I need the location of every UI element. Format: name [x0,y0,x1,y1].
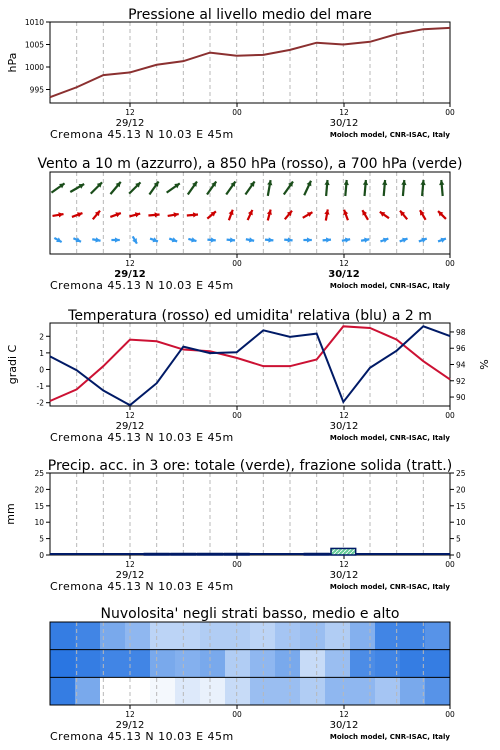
wind-credit-label: Moloch model, CNR-ISAC, Italy [329,282,450,290]
wind-arrow [285,211,292,220]
wind-arrow [400,211,407,220]
wind-arrow [439,180,444,196]
clouds-cell [300,622,326,650]
wind-arrow [380,238,388,243]
wind-arrow [438,238,446,243]
precip-date-label: 30/12 [329,570,359,581]
humidity-series-line [50,326,450,405]
clouds-cell [150,677,176,705]
humidity-ytick-label: 90 [456,393,466,403]
humidity-ytick-label: 96 [456,344,466,354]
wind-arrow-head [230,237,235,242]
precip-location-label: Cremona 45.13 N 10.03 E 45m [50,580,234,593]
wind-title: Vento a 10 m (azzurro), a 850 hPa (rosso), a 700 hPa (verde) [37,156,463,172]
pressure-time-label: 00 [445,108,455,117]
temperature-time-label: 12 [339,411,349,420]
clouds-cell [225,622,251,650]
precip-ylabel: mm [4,503,17,525]
temperature-ytick-label: 1 [39,348,44,358]
precip-ytick-label: 10 [34,518,44,528]
wind-arrow [419,238,427,243]
wind-date-label: 29/12 [114,269,146,280]
clouds-title: Nuvolosita' negli strati basso, medio e alto [100,606,400,622]
temperature-time-label: 12 [125,411,135,420]
pressure-ytick-label: 1010 [24,18,44,27]
clouds-cell [275,650,301,678]
wind-arrow-head [115,237,120,242]
wind-arrow-head [268,237,273,242]
clouds-cell [275,622,301,650]
temperature-title: Temperatura (rosso) ed umidita' relativa (blu) a 2 m [68,308,432,324]
clouds-cell [250,677,276,705]
wind-arrow [132,236,137,243]
wind-arrow [91,182,102,193]
wind-arrow [324,180,329,196]
wind-arrow [248,210,253,220]
precip-credit-label: Moloch model, CNR-ISAC, Italy [329,583,450,591]
wind-time-label: 00 [445,259,455,268]
clouds-cell [350,650,376,678]
wind-arrow-head [324,180,329,185]
wind-arrow [382,180,387,196]
temperature-time-label: 00 [445,411,455,420]
wind-arrow [227,237,235,242]
temperature-ylabel: gradi C [6,344,19,385]
precip-bar [331,548,356,555]
clouds-cell [50,677,76,705]
clouds-credit-label: Moloch model, CNR-ISAC, Italy [329,733,450,741]
pressure-ylabel: hPa [6,52,19,73]
clouds-cell [50,622,76,650]
wind-arrow [245,181,254,194]
precip-title: Precip. acc. in 3 ore: totale (verde), frazione solida (tratt.) [47,458,453,474]
clouds-cell [325,650,351,678]
clouds-cell [125,622,151,650]
wind-arrow [207,237,215,242]
clouds-cell [200,677,226,705]
precip-bar [224,554,249,556]
clouds-cell [150,622,176,650]
precip-bar [198,554,223,556]
temperature-ytick-label: 0 [39,365,44,375]
clouds-location-label: Cremona 45.13 N 10.03 E 45m [50,730,234,743]
clouds-cell [75,622,101,650]
pressure-credit-label: Moloch model, CNR-ISAC, Italy [329,131,450,139]
wind-arrow [323,237,331,242]
wind-arrow-head [382,180,387,185]
pressure-ytick-label: 1005 [24,40,44,50]
pressure-title: Pressione al livello medio del mare [128,7,372,23]
wind-arrow [226,181,235,194]
precip-ytick-label-right: 5 [456,534,461,544]
wind-arrow [169,237,177,242]
wind-arrow [400,238,408,243]
wind-arrow [343,210,348,221]
precip-date-label: 29/12 [115,570,145,581]
wind-arrow-head [420,180,425,185]
precip-ytick-label: 25 [34,469,44,478]
wind-arrow [380,212,389,218]
precip-ytick-label: 20 [34,485,44,495]
wind-arrow [324,209,329,220]
temperature-ytick-label: 2 [39,332,44,342]
clouds-cell [200,622,226,650]
clouds-cell [200,650,226,678]
wind-arrow [401,180,406,196]
clouds-cell [75,677,101,705]
pressure-time-label: 12 [339,108,349,117]
clouds-date-label: 30/12 [329,720,359,731]
pressure-date-label: 30/12 [329,118,359,129]
precip-ytick-label: 15 [34,501,44,511]
clouds-cell [125,677,151,705]
wind-arrow [129,212,140,217]
wind-arrow-head [211,237,216,242]
wind-arrow [70,184,84,192]
clouds-cell [325,677,351,705]
clouds-cell [425,677,451,705]
wind-arrow [438,211,446,219]
wind-arrow [187,212,198,217]
temperature-credit-label: Moloch model, CNR-ISAC, Italy [329,434,450,442]
precip-frame [50,473,450,555]
clouds-cell [250,650,276,678]
pressure-ytick-label: 1000 [24,63,44,72]
clouds-cell [175,677,201,705]
wind-location-label: Cremona 45.13 N 10.03 E 45m [50,279,234,292]
wind-time-label: 12 [125,259,135,268]
precip-time-label: 00 [232,560,242,569]
clouds-cell [250,622,276,650]
clouds-cell [150,650,176,678]
temperature-date-label: 29/12 [115,421,145,432]
clouds-time-label: 00 [445,710,455,719]
pressure-time-label: 00 [232,108,242,117]
wind-arrow [52,212,63,217]
wind-arrow [303,237,311,242]
temperature-ytick-label: -2 [36,398,44,408]
wind-arrow-head [344,180,349,185]
wind-arrow [265,237,273,242]
precip-ytick-label-right: 0 [456,551,461,560]
wind-arrow [72,212,83,217]
precip-time-label: 12 [339,560,349,569]
wind-date-label: 30/12 [328,269,360,280]
clouds-cell [225,677,251,705]
precip-ytick-label-right: 25 [456,469,466,478]
pressure-time-label: 12 [125,108,135,117]
clouds-cell [425,622,451,650]
wind-arrow [93,211,100,220]
wind-arrow [267,210,272,221]
precip-ytick-label: 5 [39,534,44,544]
clouds-cell [225,650,251,678]
wind-arrow [284,237,292,242]
wind-arrow [73,237,81,242]
pressure-frame [50,22,450,103]
clouds-cell [400,650,426,678]
temperature-ytick-label: -1 [36,382,44,392]
clouds-cell [175,650,201,678]
clouds-date-label: 29/12 [115,720,145,731]
wind-arrow [51,183,64,192]
clouds-time-label: 12 [339,710,349,719]
wind-arrow [188,181,197,194]
wind-arrow [129,182,140,193]
wind-arrow-head [307,237,312,242]
wind-arrow [344,180,349,196]
wind-arrow-head [193,212,198,217]
precip-ytick-label-right: 10 [456,518,466,528]
clouds-time-label: 12 [125,710,135,719]
pressure-ytick-label: 995 [29,85,44,95]
wind-time-label: 00 [232,259,242,268]
clouds-cell [300,677,326,705]
precip-ytick-label: 0 [39,551,44,560]
wind-arrow [284,181,293,194]
wind-arrow [111,237,119,242]
temperature-date-label: 30/12 [329,421,359,432]
precip-ytick-label-right: 15 [456,501,466,511]
precip-bar [144,554,169,556]
pressure-series-line [50,28,450,97]
clouds-cell [350,622,376,650]
wind-arrow [92,237,100,242]
clouds-cell [325,622,351,650]
humidity-ytick-label: 94 [456,360,466,370]
clouds-cell [425,650,451,678]
wind-arrow [361,238,369,243]
precip-bar [304,554,329,556]
pressure-date-label: 29/12 [115,118,145,129]
wind-arrow [363,180,368,196]
wind-arrow [420,180,425,196]
precip-time-label: 00 [445,560,455,569]
wind-arrow [303,212,313,218]
precip-ytick-label-right: 20 [456,485,466,495]
wind-arrow-head [326,237,331,242]
humidity-ylabel: % [478,359,491,370]
precip-bar [171,554,196,556]
wind-arrow-head [439,180,444,185]
temperature-location-label: Cremona 45.13 N 10.03 E 45m [50,431,234,444]
wind-arrow [229,210,234,221]
temperature-series-line [50,326,450,401]
wind-arrow [362,210,368,220]
wind-arrow [167,183,180,192]
wind-arrow [110,182,120,194]
clouds-cell [275,677,301,705]
pressure-location-label: Cremona 45.13 N 10.03 E 45m [50,128,234,141]
clouds-cell [350,677,376,705]
clouds-cell [50,650,76,678]
wind-time-label: 12 [339,259,349,268]
wind-arrow [420,210,426,220]
humidity-ytick-label: 92 [456,376,466,386]
clouds-cell [400,622,426,650]
wind-arrow [168,212,179,217]
wind-arrow [207,211,216,218]
clouds-time-label: 00 [232,710,242,719]
clouds-cell [300,650,326,678]
wind-arrow [267,180,272,196]
humidity-ytick-label: 98 [456,327,466,337]
wind-arrow [110,212,121,217]
wind-arrow-head [363,180,368,185]
temperature-time-label: 00 [232,411,242,420]
precip-time-label: 12 [125,560,135,569]
clouds-cell [75,650,101,678]
clouds-cell [125,650,151,678]
wind-arrow [54,237,61,242]
wind-arrow [148,212,159,217]
clouds-cell [400,677,426,705]
wind-arrow-head [401,180,406,185]
wind-arrow [188,237,196,242]
wind-arrow [246,237,254,242]
clouds-cell [175,622,201,650]
wind-arrow [304,181,311,196]
wind-arrow [207,181,216,194]
wind-arrow [149,181,158,194]
